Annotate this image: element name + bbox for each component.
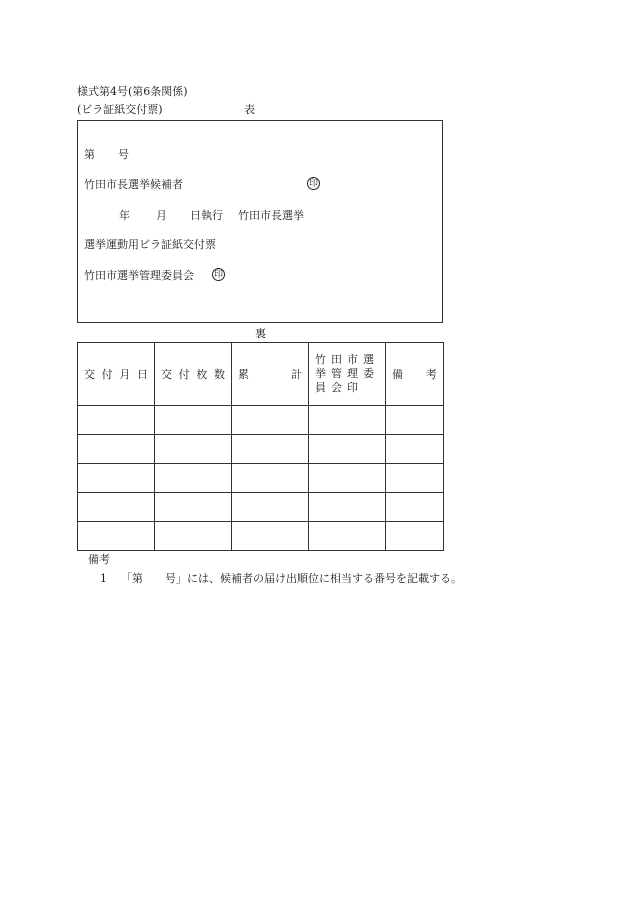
back-side-label: 裏 xyxy=(255,327,266,340)
front-side-label: 表 xyxy=(244,103,255,116)
note-item-number: 1 xyxy=(100,572,107,585)
number-suffix: 号 xyxy=(118,148,129,161)
seal-icon: 印 xyxy=(213,270,223,280)
date-year: 年 xyxy=(119,209,130,222)
table-row xyxy=(78,435,444,464)
table-row xyxy=(78,464,444,493)
notes-heading: 備考 xyxy=(88,553,110,566)
col-cumulative: 累 計 xyxy=(232,343,309,406)
table-row xyxy=(78,406,444,435)
table-header-row xyxy=(78,343,444,406)
committee-name: 竹田市選挙管理委員会 xyxy=(84,269,194,282)
seal-icon: 印 xyxy=(308,179,318,189)
col-committee-seal: 竹田市選 挙管理委 員会印 xyxy=(309,343,386,406)
candidate-label: 竹田市長選挙候補者 xyxy=(84,178,183,191)
number-prefix: 第 xyxy=(84,148,95,161)
date-month: 月 xyxy=(156,209,167,222)
col-issue-count: 交 付 枚 数 xyxy=(155,343,232,406)
election-name: 竹田市長選挙 xyxy=(238,209,304,222)
col-remarks: 備 考 xyxy=(386,343,444,406)
col-issue-date: 交 付 月 日 xyxy=(78,343,155,406)
table-row xyxy=(78,493,444,522)
form-title: 様式第4号(第6条関係) xyxy=(77,85,188,98)
candidate-seal xyxy=(307,177,320,190)
table-row xyxy=(78,522,444,551)
note-item-text: 「第 号」には、候補者の届け出順位に相当する番号を記載する。 xyxy=(121,572,462,585)
front-side-box xyxy=(77,120,443,323)
ticket-title: 選挙運動用ビラ証紙交付票 xyxy=(84,238,216,251)
date-day-executed: 日執行 xyxy=(190,209,223,222)
issuance-table xyxy=(77,342,444,551)
committee-seal xyxy=(212,268,225,281)
form-subtitle: (ビラ証紙交付票) xyxy=(77,103,163,116)
